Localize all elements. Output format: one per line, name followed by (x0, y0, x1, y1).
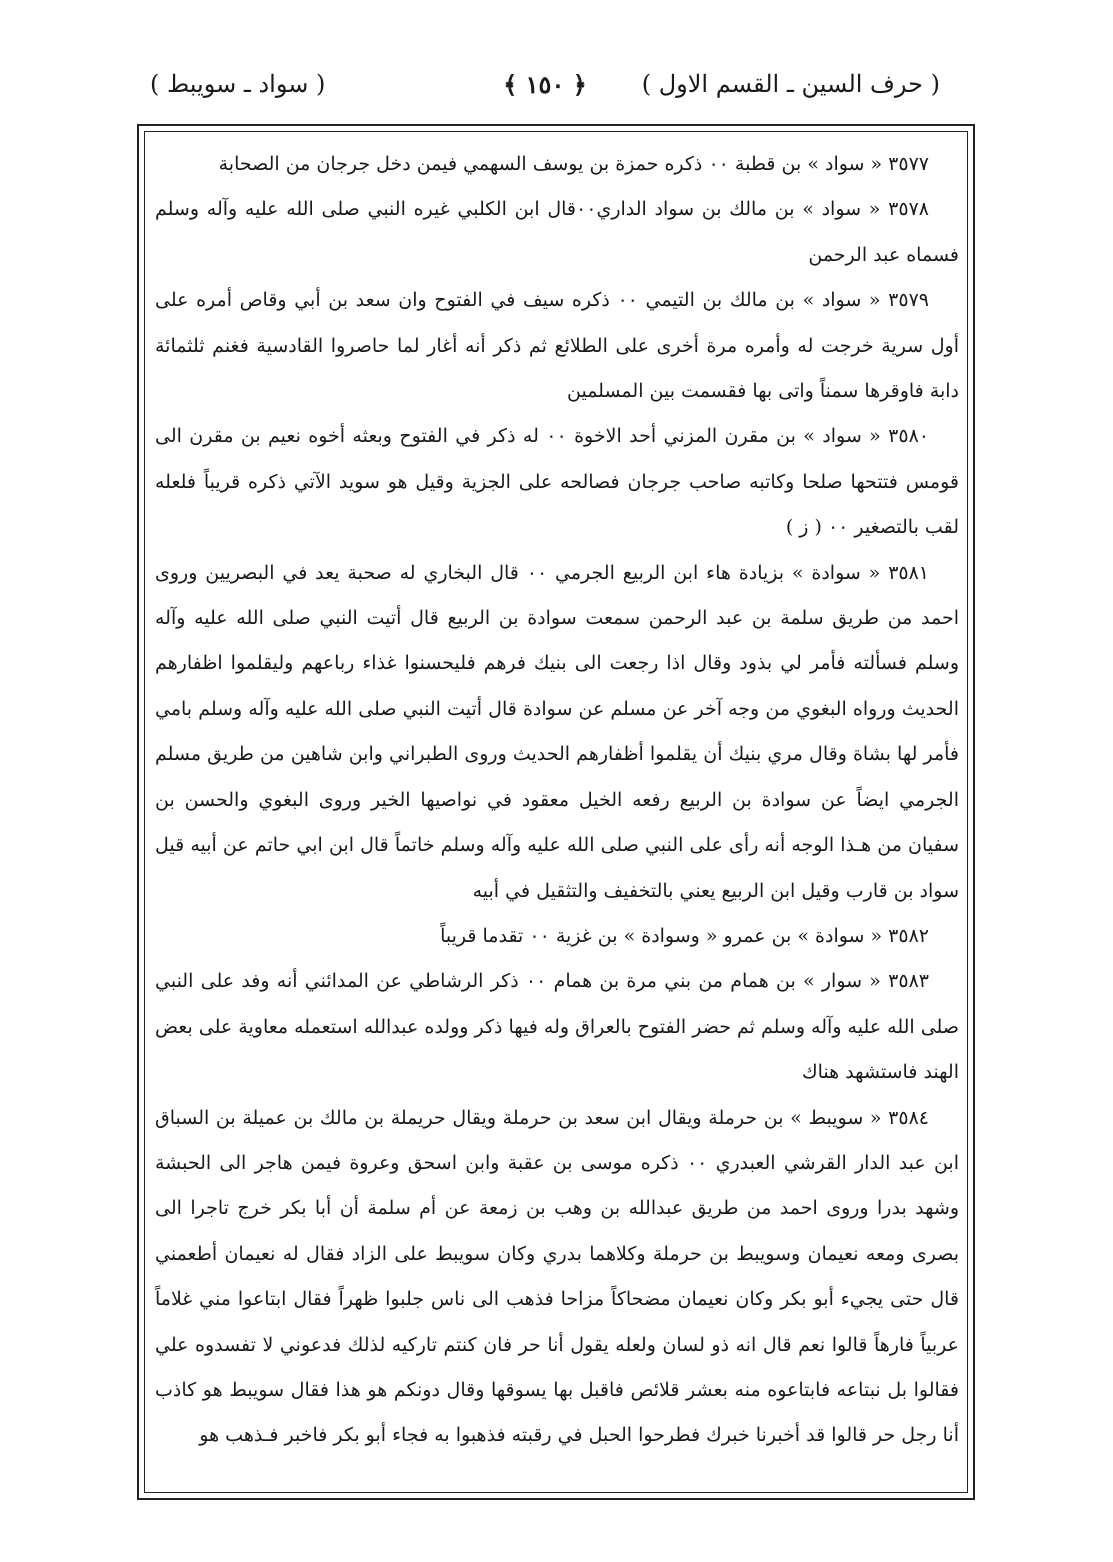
entry-number: ٣٥٨٤ (888, 1106, 929, 1129)
entry (155, 1096, 959, 1459)
entry-text: « سوادة » بن عمرو « وسوادة » بن غزية ٠٠ تقدما قريباً (440, 924, 883, 947)
entry-number: ٣٥٨٠ (888, 425, 929, 448)
text-body (155, 142, 959, 1459)
entry-number: ٣٥٨٣ (888, 970, 929, 993)
entry-text: « سواد » بن مالك بن التيمي ٠٠ ذكره سيف في الفتوح وان سعد بن أبي وقاص أمره على أول سرية خرجت له وأمره مرة أخرى على الطلائع ثم ذكر أنه أغار لما حاصروا القادسية فغنم ثلثمائة دابة فاوقرها سمناً واتى بها فقسمت بين المسلمين (155, 289, 959, 403)
entry (155, 959, 959, 1095)
entry (155, 551, 959, 914)
page-number: ﴿ ١٥٠ ﴾ (503, 70, 587, 99)
entry-text: « سويبط » بن حرملة ويقال ابن سعد بن حرملة ويقال حريملة بن مالك بن عميلة بن السباق ابن عبد الدار القرشي العبدري ٠٠ ذكره موسى بن عقبة وابن اسحق وعروة فيمن هاجر الى الحبشة وشهد بدرا وروى احمد من طريق عبدالله بن وهب بن زمعة عن أم سلمة أن أبا بكر خرج تاجرا الى بصرى ومعه نعيمان وسويبط بن حرملة وكلاهما بدري وكان سويبط على الزاد فقال له نعيمان أطعمني قال حتى يجيء أبو بكر وكان نعيمان مضحاكاً مزاحا فذهب الى ناس جلبوا ظهراً فقال ابتاعوا مني غلاماً عربياً فارهاً قالوا نعم قال انه ذو لسان ولعله يقول أنا حر فان كنتم تاركيه لذلك فدعوني لا تفسدوه علي فقالوا بل نبتاعه فابتاعوه منه بعشر قلائص فاقبل بها يسوقها وقال دونكم هو هذا فقال سويبط هو كاذب أنا رجل حر قالوا قد أخبرنا خبرك فطرحوا الحبل في رقبته فذهبوا به فجاء أبو بكر فاخبر فـذهب هو (155, 1106, 959, 1447)
entry (155, 278, 959, 414)
entry-text: « سواد » بن قطبة ٠٠ ذكره حمزة بن يوسف السهمي فيمن دخل جرجان من الصحابة (218, 153, 883, 175)
entry-text: « سواد » بن مقرن المزني أحد الاخوة ٠٠ له ذكر في الفتوح وبعثه أخوه نعيم بن مقرن الى قومس فتتحها صلحا وكاتبه صاحب جرجان فصالحه على الجزية وقيل هو سويد الآتي ذكره قريباً فلعله لقب بالتصغير ٠٠ ( ز ) (155, 425, 959, 539)
entry-number: ٣٥٧٨ (888, 198, 929, 221)
entry-number: ٣٥٨٢ (888, 924, 929, 947)
entry (155, 914, 959, 959)
entry-text: « سواد » بن مالك بن سواد الداري٠٠قال ابن الكلبي غيره النبي صلى الله عليه وآله وسلم فسماه عبد الرحمن (155, 198, 959, 266)
page-header (150, 60, 940, 110)
entry-text: « سوادة » بزيادة هاء ابن الربيع الجرمي ٠٠ قال البخاري له صحبة يعد في البصريين وروى احمد من طريق سلمة بن عبد الرحمن سمعت سوادة بن الربيع قال أتيت النبي صلى الله عليه وآله وسلم فسألته فأمر لي بذود وقال اذا رجعت الى بنيك فرهم فليحسنوا غذاء رباعهم وليقلموا اظفارهم الحديث ورواه البغوي من وجه آخر عن مسلم عن سوادة قال أتيت النبي صلى الله عليه وآله وسلم بامي فأمر لها بشاة وقال مري بنيك أن يقلموا أظفارهم الحديث وروى الطبراني وابن شاهين من طريق مسلم الجرمي ايضاً عن سوادة بن الربيع رفعه الخيل معقود في نواصيها الخير وروى البغوي والحسن بن سفيان من هـذا الوجه أنه رأى على النبي صلى الله عليه وآله وسلم خاتماً قال ابن ابي حاتم عن أبيه قيل سواد بن قارب وقيل ابن الربيع يعني بالتخفيف والتثقيل في أبيه (155, 561, 959, 902)
entry-number: ٣٥٨١ (888, 561, 930, 584)
entry (155, 142, 959, 187)
entry-number: ٣٥٧٩ (888, 289, 929, 312)
entry-text: « سوار » بن همام من بني مرة بن همام ٠٠ ذكر الرشاطي عن المدائني أنه وفد على النبي صلى الله عليه وآله وسلم ثم حضر الفتوح بالعراق وله فيها ذكر وولده عبدالله استعمله معاوية على بعض الهند فاستشهد هناك (155, 970, 959, 1084)
section-title: ( حرف السين ـ القسم الاول ) (641, 70, 940, 98)
entry-range: ( سواد ـ سويبط ) (150, 70, 326, 98)
entry (155, 414, 959, 550)
entry (155, 187, 959, 278)
entry-number: ٣٥٧٧ (888, 153, 929, 175)
